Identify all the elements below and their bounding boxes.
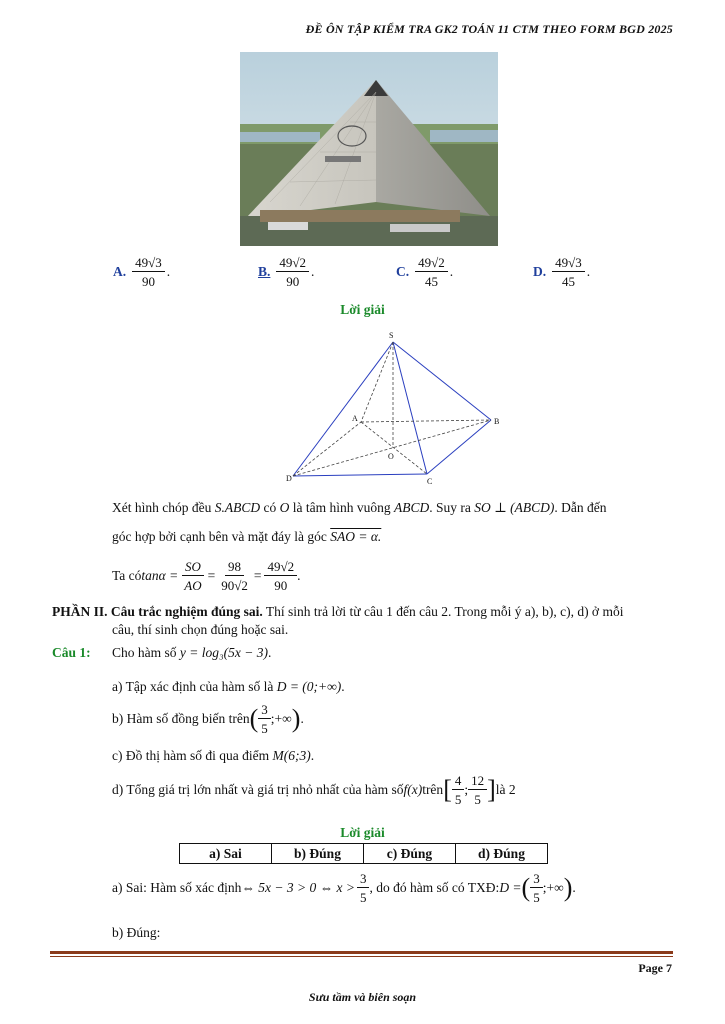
answer-cell-b: b) Đúng — [272, 844, 364, 864]
option-d-label: D. — [533, 264, 547, 279]
option-c-fraction: $\frac{49√2}{45}$ — [415, 256, 448, 288]
solution-line-3: Ta có tanα = $\frac{SO}{AO}$ = $\frac{98}{90√2}$ = $\frac{49√2}{90}$ . — [112, 559, 301, 593]
label-C: C — [427, 477, 433, 486]
footer-text: Sưu tầm và biên soạn — [308, 990, 417, 1004]
option-a[interactable]: A. $\frac{49√3}{90}$ . — [113, 255, 171, 289]
edge-CB — [427, 420, 491, 474]
diag-DB — [293, 420, 491, 476]
label-D: D — [286, 474, 292, 483]
part2-heading: PHẦN II. Câu trắc nghiệm đúng sai. Thí sinh trả lời từ câu 1 đến câu 2. Trong mỗi ý a), b), c), d) ở mỗi — [52, 604, 624, 619]
question-1-label: Câu 1: — [52, 645, 91, 660]
solution-title-2: Lời giải — [340, 825, 385, 840]
solution-line-1: Xét hình chóp đều S.ABCD có O là tâm hình vuông ABCD. Suy ra SO ⊥ (ABCD). Dẫn đến — [112, 500, 607, 515]
label-A: A — [352, 414, 358, 423]
diag-AC — [361, 422, 427, 474]
answer-cell-d: d) Đúng — [456, 844, 548, 864]
option-b-fraction: $\frac{49√2}{90}$ — [276, 256, 309, 288]
footer-divider-thin — [50, 956, 673, 957]
option-c[interactable]: C. $\frac{49√2}{45}$ . — [396, 255, 454, 289]
answer-cell-c: c) Đúng — [364, 844, 456, 864]
label-O: O — [388, 452, 394, 461]
statement-b[interactable]: b) Hàm số đồng biến trên ( $\frac{3}{5}$ ;+∞ ) . — [112, 702, 304, 736]
statement-d[interactable]: d) Tổng giá trị lớn nhất và giá trị nhỏ nhất của hàm số f(x) trên [ $\frac{4}{5}$ ; $\frac{12}{5}$ ] là 2 — [112, 773, 516, 807]
edge-AB — [361, 420, 491, 422]
statement-c[interactable]: c) Đồ thị hàm số đi qua điểm M(6;3). — [112, 748, 315, 763]
option-d-fraction: $\frac{49√3}{45}$ — [552, 256, 585, 288]
solution-b-line: b) Đúng: — [112, 925, 161, 940]
page-number: Page 7 — [638, 961, 672, 975]
label-B: B — [494, 417, 500, 426]
edge-SA — [361, 342, 393, 422]
edge-SC — [393, 342, 427, 474]
edge-DC — [293, 474, 427, 476]
pyramid-diagram — [283, 328, 513, 486]
option-d[interactable]: D. $\frac{49√3}{45}$ . — [533, 255, 591, 289]
statement-a[interactable]: a) Tập xác định của hàm số là D = (0;+∞). — [112, 679, 345, 694]
answer-table — [179, 843, 548, 864]
solution-a-line: a) Sai: Hàm số xác định ⇔ 5x − 3 > 0 ⇔ x > $\frac{3}{5}$ , do đó hàm số có TXĐ: D = ( $\frac{3}{5}$ ;+∞ ) . — [112, 871, 576, 905]
answer-cell-a: a) Sai — [180, 844, 272, 864]
option-b[interactable]: B. $\frac{49√2}{90}$ . — [258, 255, 315, 289]
pyramid-photo — [240, 52, 498, 246]
option-a-fraction: $\frac{49√3}{90}$ — [132, 256, 165, 288]
question-1-stem: Cho hàm số y = log₃(5x − 3). — [112, 645, 272, 660]
solution-line-2: góc hợp bởi cạnh bên và mặt đáy là góc SAO = α. — [112, 529, 382, 544]
document-header: ĐỀ ÔN TẬP KIỂM TRA GK2 TOÁN 11 CTM THEO FORM BGD 2025 — [305, 22, 673, 36]
edge-SB — [393, 342, 491, 420]
option-c-label: C. — [396, 264, 410, 279]
footer-divider-thick — [50, 951, 673, 954]
label-S: S — [389, 331, 394, 340]
option-b-label: B. — [258, 264, 271, 279]
solution-title-1: Lời giải — [340, 302, 385, 317]
part2-heading-cont: câu, thí sinh chọn đúng hoặc sai. — [112, 622, 289, 637]
edge-SD — [293, 342, 393, 476]
option-a-label: A. — [113, 264, 127, 279]
